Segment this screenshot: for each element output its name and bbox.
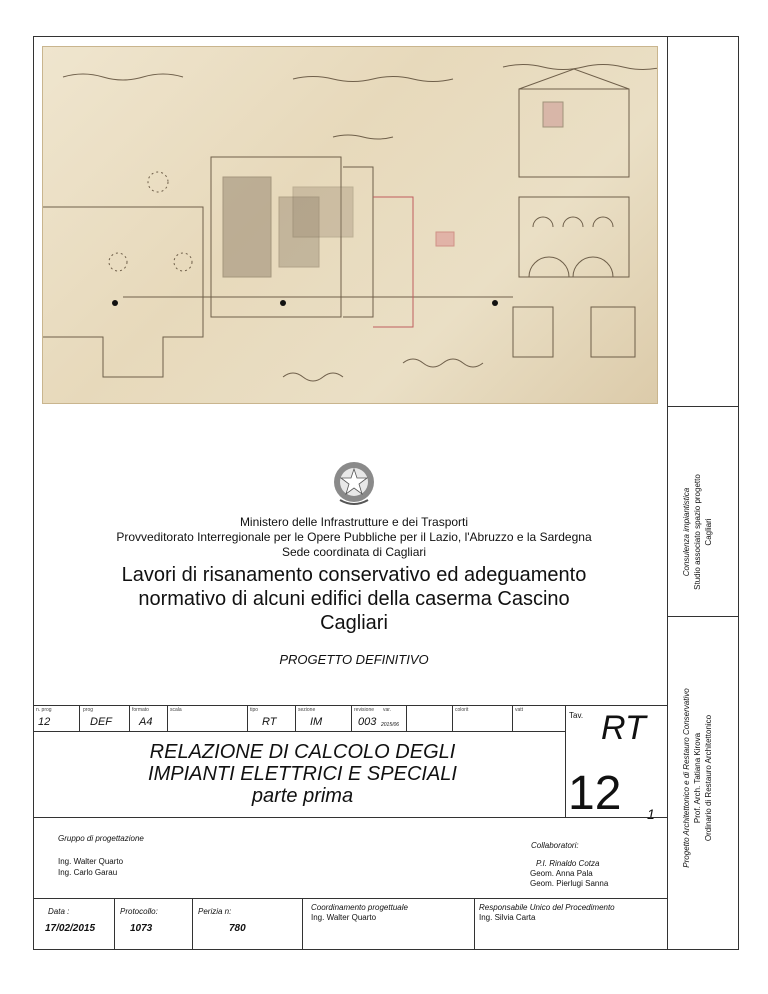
collab-label: Collaboratori: bbox=[531, 841, 579, 850]
coord-name: Ing. Walter Quarto bbox=[311, 913, 377, 922]
code-label-vatt: vatt bbox=[515, 707, 524, 713]
collaborator-1: P.I. Rinaldo Cotza bbox=[536, 859, 600, 868]
codes-div-7 bbox=[406, 705, 407, 731]
report-title-line-3: parte prima bbox=[251, 785, 354, 807]
ministry-line-2: Provveditorato Interregionale per le Opere Pubbliche per il Lazio, l'Abruzzo e la Sardegna bbox=[116, 530, 592, 544]
codes-div-2 bbox=[129, 705, 130, 731]
ministry-line-1: Ministero delle Infrastrutture e dei Trasporti bbox=[239, 515, 469, 529]
perizia-label: Perizia n: bbox=[198, 907, 232, 916]
code-nprog: 12 bbox=[38, 716, 51, 728]
code-tipo: RT bbox=[262, 716, 277, 728]
codes-div-3 bbox=[167, 705, 168, 731]
code-label-revisione: revisione bbox=[354, 707, 375, 713]
footer-top-line bbox=[33, 898, 667, 899]
group-member-2: Ing. Carlo Garau bbox=[58, 868, 118, 877]
collaborator-3: Geom. Pierlugi Sanna bbox=[530, 879, 609, 888]
ministry-line-3: Sede coordinata di Cagliari bbox=[281, 545, 427, 559]
code-revisione: 003 bbox=[358, 716, 377, 728]
code-label-scala: scala bbox=[170, 707, 182, 713]
emblem-star-icon bbox=[332, 460, 376, 508]
footer-div-3 bbox=[302, 898, 303, 950]
codes-div-1 bbox=[79, 705, 80, 731]
side-divider-top bbox=[667, 406, 739, 407]
footer-div-1 bbox=[114, 898, 115, 950]
rup-name: Ing. Silvia Carta bbox=[479, 913, 536, 922]
date-label: Data : bbox=[48, 907, 70, 916]
republic-emblem bbox=[332, 460, 376, 508]
ministry-block bbox=[40, 515, 668, 560]
codes-div-10 bbox=[565, 705, 566, 817]
tav-sub: 1 bbox=[647, 806, 655, 822]
collaborator-2: Geom. Anna Pala bbox=[530, 869, 593, 878]
project-phase: PROGETTO DEFINITIVO bbox=[279, 652, 429, 667]
group-label: Gruppo di progettazione bbox=[58, 834, 144, 843]
project-title-line-2: normativo di alcuni edifici della caserma Cascino bbox=[138, 588, 570, 610]
side-top-line-2: Cagliari bbox=[704, 518, 713, 546]
protocol-label: Protocollo: bbox=[120, 907, 158, 916]
report-title bbox=[40, 741, 565, 807]
code-label-formato: formato bbox=[132, 707, 149, 713]
code-label-colorit: colorit bbox=[455, 707, 469, 713]
side-top-title: Consulenza impiantistica bbox=[682, 487, 691, 577]
codes-div-9 bbox=[512, 705, 513, 731]
codes-div-4 bbox=[247, 705, 248, 731]
perizia-value: 780 bbox=[229, 923, 246, 934]
code-prog: DEF bbox=[90, 716, 112, 728]
rup-label: Responsabile Unico del Procedimento bbox=[479, 903, 615, 912]
protocol-value: 1073 bbox=[130, 923, 153, 934]
code-revisione-year: 2015/06 bbox=[381, 722, 400, 728]
side-bottom-line-2: Ordinario di Restauro Architettonico bbox=[704, 714, 713, 842]
project-title bbox=[40, 563, 668, 635]
codes-div-6 bbox=[351, 705, 352, 731]
footer-div-4 bbox=[474, 898, 475, 950]
team-top-line bbox=[33, 817, 667, 818]
coord-label: Coordinamento progettuale bbox=[311, 903, 408, 912]
side-top-line-1: Studio associato spazio progetto bbox=[693, 474, 702, 590]
report-title-line-2: IMPIANTI ELETTRICI E SPECIALI bbox=[148, 763, 457, 785]
code-label-sezione: sezione bbox=[298, 707, 316, 713]
side-bottom-line-1: Prof. Arch. Tatiana Kirova bbox=[693, 732, 702, 824]
codes-div-5 bbox=[295, 705, 296, 731]
report-title-line-1: RELAZIONE DI CALCOLO DEGLI bbox=[149, 741, 456, 763]
tav-number: 12 bbox=[568, 767, 622, 820]
code-label-tipo: tipo bbox=[250, 707, 259, 713]
date-value: 17/02/2015 bbox=[45, 923, 96, 934]
project-title-line-1: Lavori di risanamento conservativo ed adeguamento bbox=[121, 564, 587, 586]
tav-label: Tav. bbox=[569, 711, 584, 720]
side-column-divider bbox=[667, 36, 668, 950]
tav-code: RT bbox=[601, 709, 646, 747]
code-label-nprog: n. prog bbox=[36, 707, 52, 713]
side-bottom-title: Progetto Architettonico e di Restauro Conservativo bbox=[682, 688, 691, 868]
project-title-line-3: Cagliari bbox=[320, 612, 388, 634]
code-formato: A4 bbox=[139, 716, 153, 728]
group-member-1: Ing. Walter Quarto bbox=[58, 857, 124, 866]
code-label-var: var. bbox=[383, 707, 392, 713]
footer-div-2 bbox=[192, 898, 193, 950]
codes-div-8 bbox=[452, 705, 453, 731]
plan-sketch-svg bbox=[43, 47, 657, 403]
code-label-prog: prog bbox=[83, 707, 94, 713]
codes-bottom-line bbox=[33, 731, 565, 732]
side-top-block bbox=[681, 432, 725, 632]
historic-plan-drawing bbox=[42, 46, 658, 404]
side-bottom-block bbox=[681, 658, 725, 898]
code-sezione: IM bbox=[310, 716, 323, 728]
